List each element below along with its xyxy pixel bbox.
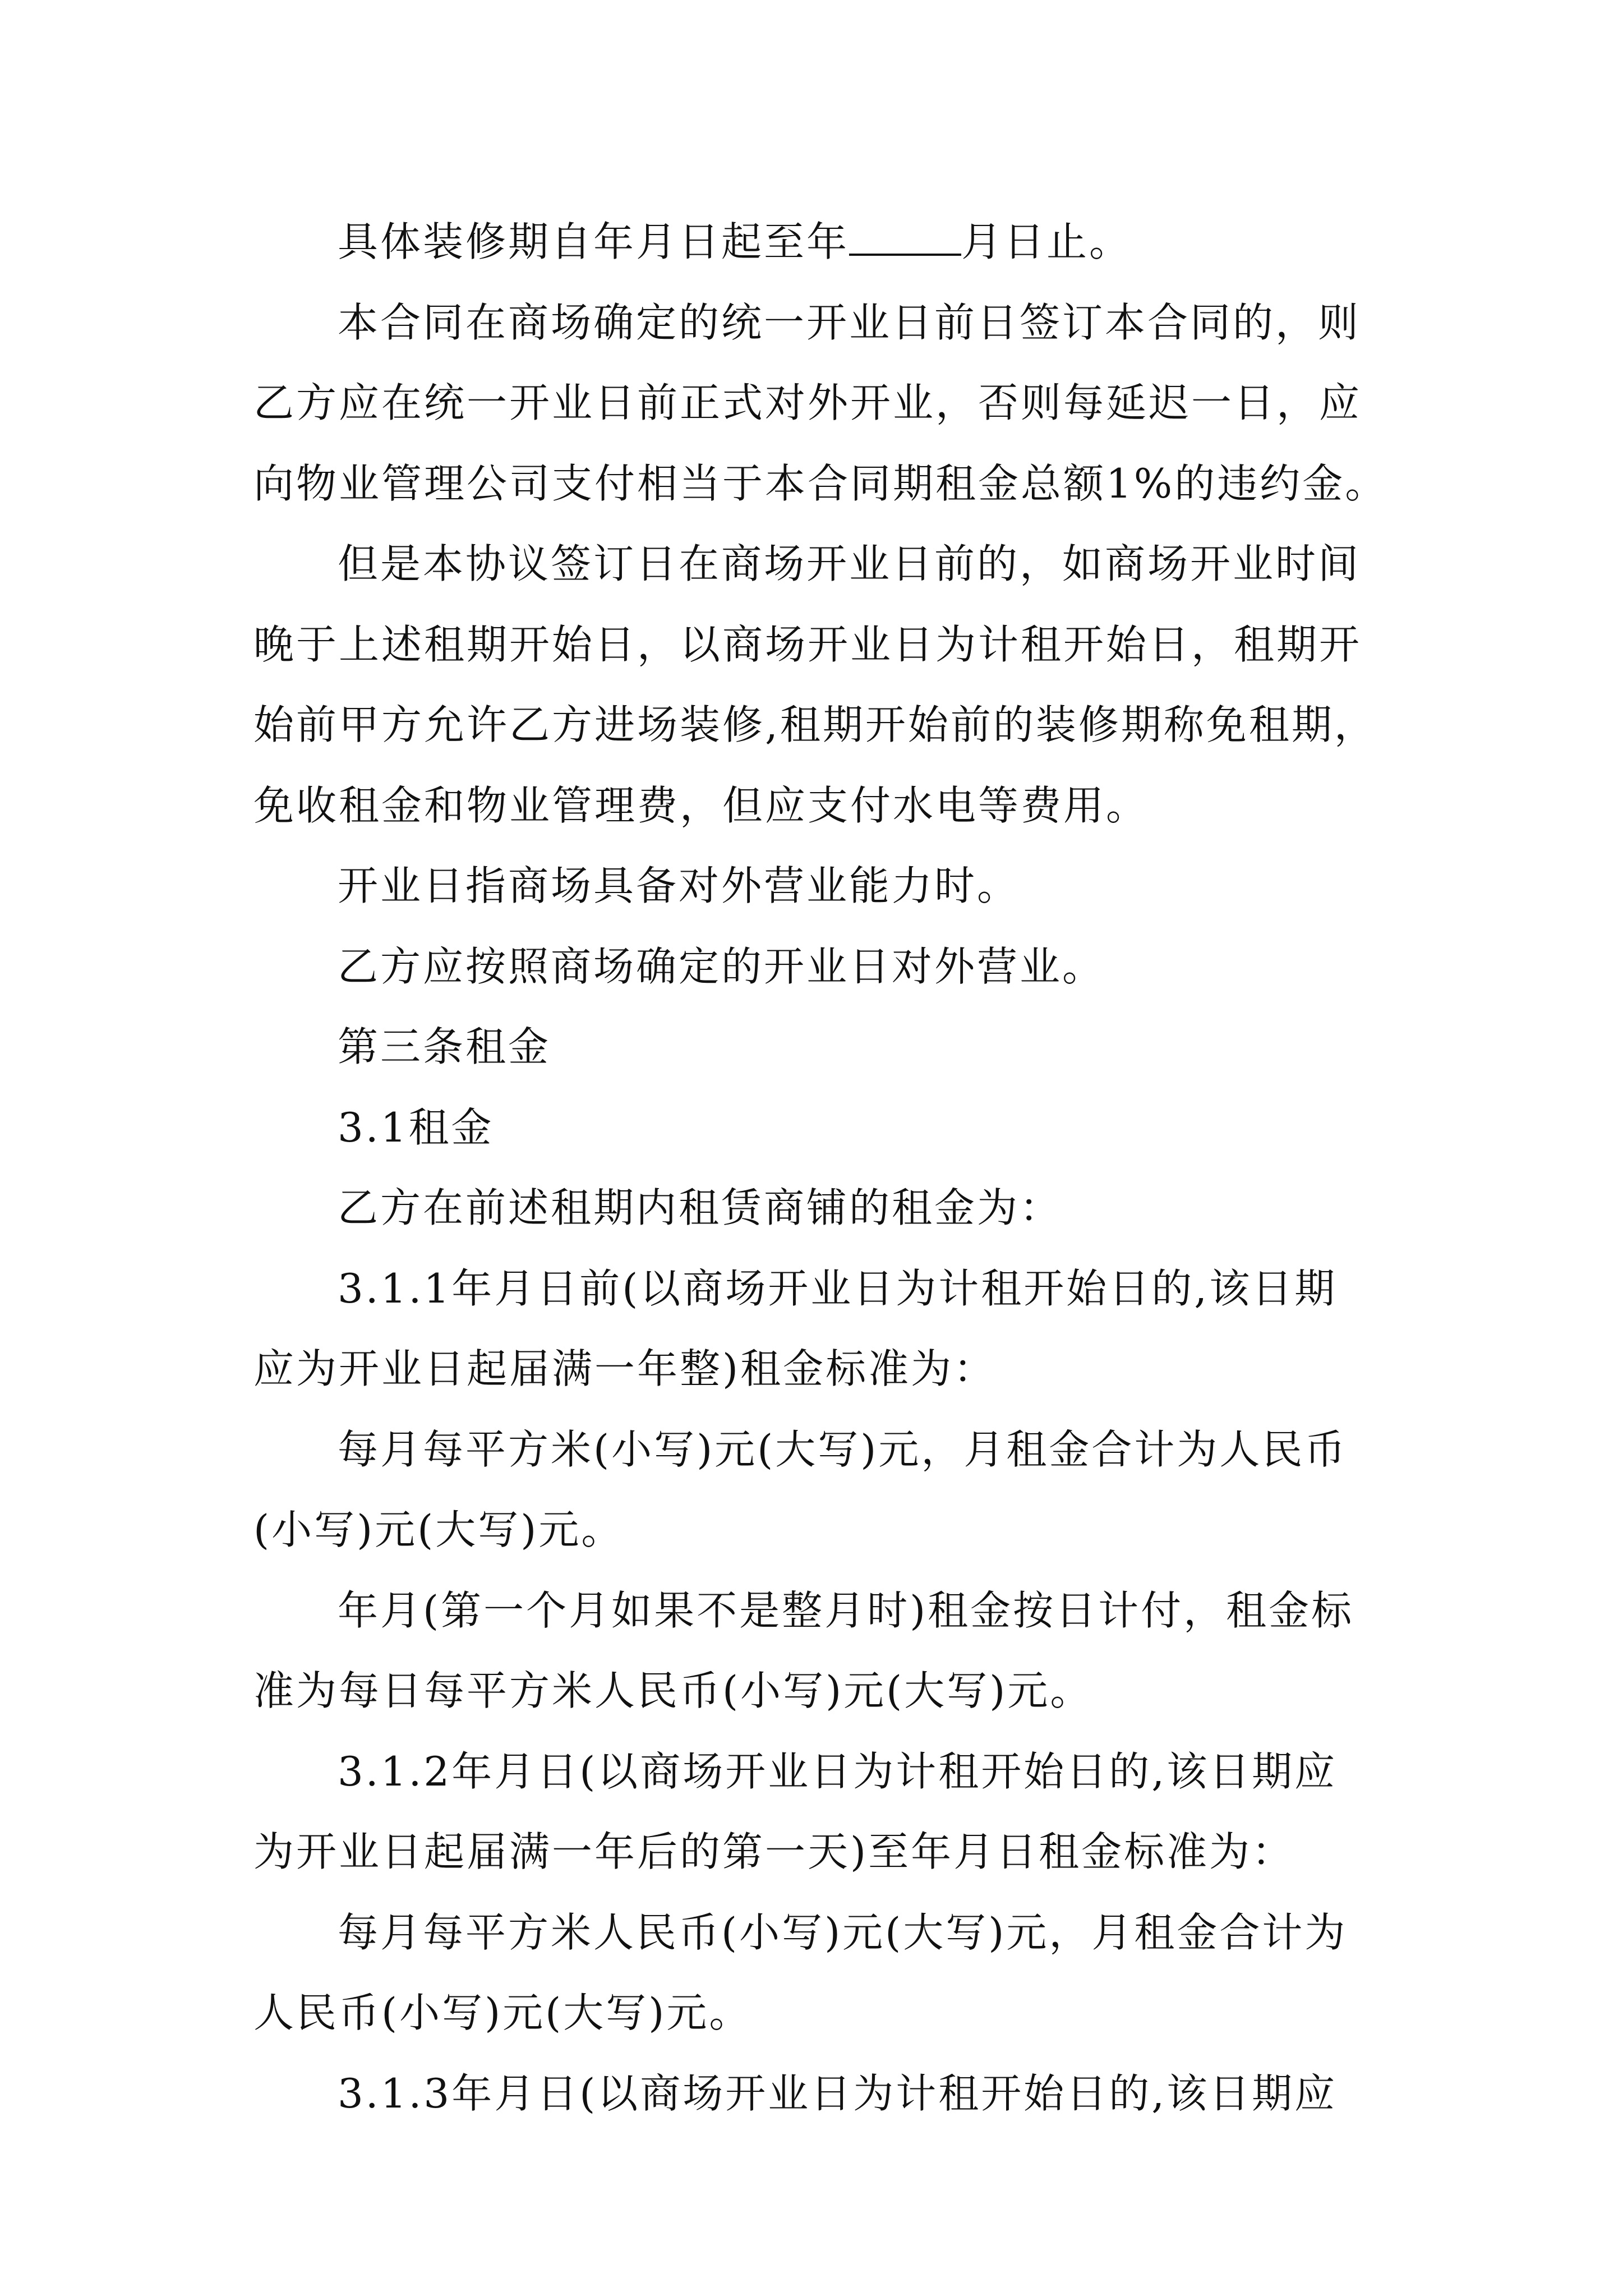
document-page xyxy=(253,202,1389,2134)
paragraph-rent-free-period xyxy=(253,524,1389,846)
text-line: 向物业管理公司支付相当于本合同期租金总额1%的违约金。 xyxy=(253,459,1388,507)
text-line: 开业日指商场具备对外营业能力时。 xyxy=(338,862,1020,909)
heading-section-3-1 xyxy=(253,1088,1389,1168)
text-line: 年月(第一个月如果不是整月时)租金按日计付，租金标 xyxy=(338,1586,1354,1634)
text-line: 本合同在商场确定的统一开业日前日签订本合同的，则 xyxy=(338,298,1361,346)
heading-article-3 xyxy=(253,1007,1389,1088)
text-line: 每月每平方米人民币(小写)元(大写)元，月租金合计为 xyxy=(338,1908,1348,1956)
text-line: 具体装修期自年月日起至年 xyxy=(338,218,850,265)
paragraph-monthly-rent-2 xyxy=(253,1893,1389,2054)
text-line: 3.1租金 xyxy=(338,1103,494,1151)
text-line: 3.1.3年月日(以商场开业日为计租开始日的,该日期应 xyxy=(338,2069,1338,2117)
text-line: 准为每日每平方米人民币(小写)元(大写)元。 xyxy=(253,1667,1093,1714)
paragraph-daily-rent xyxy=(253,1571,1389,1732)
text-line: 乙方应按照商场确定的开业日对外营业。 xyxy=(338,942,1105,990)
text-line: 乙方在前述租期内租赁商铺的租金为： xyxy=(338,1184,1063,1231)
text-line: 每月每平方米(小写)元(大写)元，月租金合计为人民币 xyxy=(338,1425,1348,1473)
paragraph-opening-day-definition xyxy=(253,846,1389,927)
text-line: 第三条租金 xyxy=(338,1023,551,1070)
fill-in-blank xyxy=(849,248,961,256)
text-line: 晚于上述租期开始日，以商场开业日为计租开始日，租期开 xyxy=(253,620,1362,668)
text-line: 3.1.1年月日前(以商场开业日为计租开始日的,该日期 xyxy=(338,1264,1338,1312)
paragraph-section-3-1-3 xyxy=(253,2054,1389,2134)
paragraph-business-opening xyxy=(253,927,1389,1007)
paragraph-section-3-1-1 xyxy=(253,1249,1389,1410)
paragraph-decoration-period xyxy=(253,202,1389,283)
paragraph-section-3-1-2 xyxy=(253,1732,1389,1893)
text-line: 月日止。 xyxy=(961,218,1132,265)
text-line: (小写)元(大写)元。 xyxy=(253,1506,624,1553)
text-line: 为开业日起届满一年后的第一天)至年月日租金标准为： xyxy=(253,1828,1295,1875)
text-line: 3.1.2年月日(以商场开业日为计租开始日的,该日期应 xyxy=(338,1747,1338,1795)
text-line: 免收租金和物业管理费，但应支付水电等费用。 xyxy=(253,781,1149,829)
text-line: 但是本协议签订日在商场开业日前的，如商场开业时间 xyxy=(338,540,1361,587)
text-line: 始前甲方允许乙方进场装修,租期开始前的装修期称免租期， xyxy=(253,701,1377,748)
text-line: 乙方应在统一开业日前正式对外开业，否则每延迟一日，应 xyxy=(253,379,1362,426)
paragraph-rent-intro xyxy=(253,1168,1389,1249)
paragraph-opening-obligation xyxy=(253,283,1389,524)
paragraph-monthly-rent-1 xyxy=(253,1410,1389,1571)
text-line: 应为开业日起届满一年整)租金标准为： xyxy=(253,1345,997,1392)
text-line: 人民币(小写)元(大写)元。 xyxy=(253,1989,752,2036)
